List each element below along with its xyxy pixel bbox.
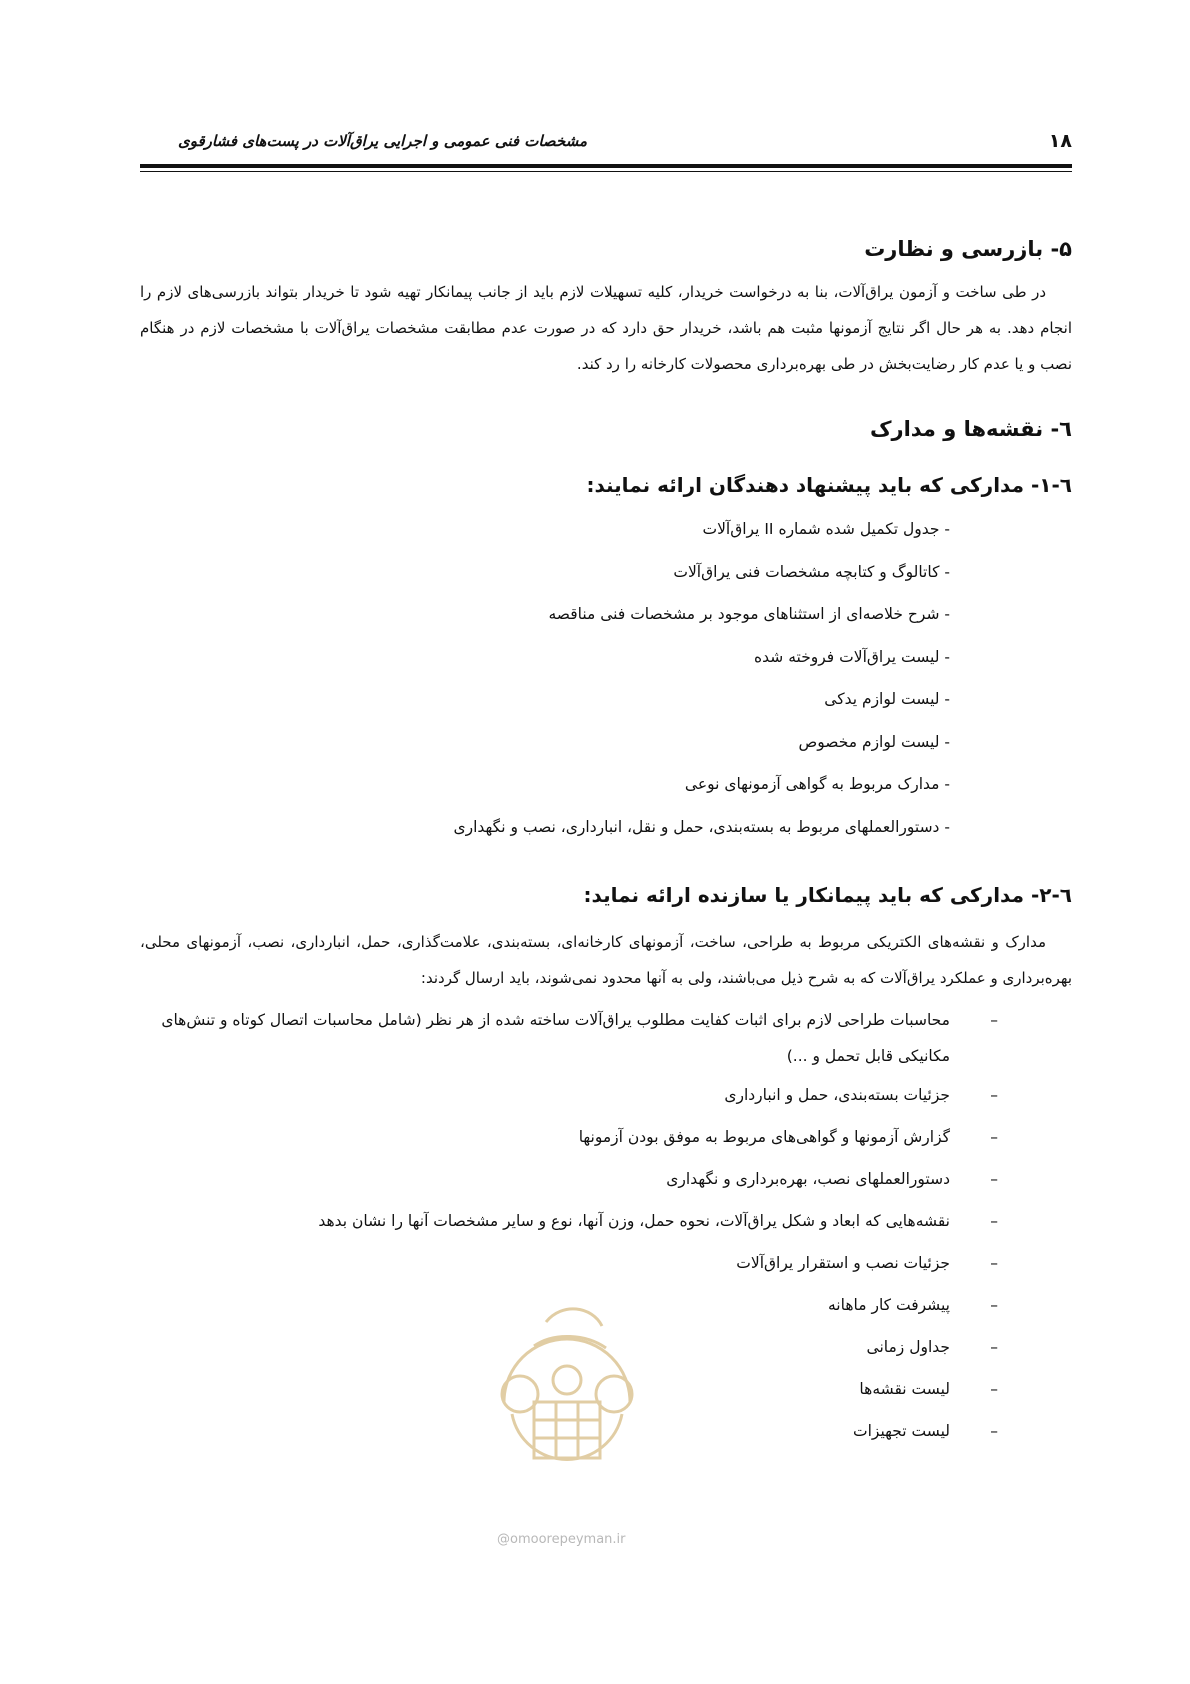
list-item: - جدول تکمیل شده شماره II یراق‌آلات: [140, 508, 950, 551]
header-title: مشخصات فنی عمومی و اجرایی یراق‌آلات در پست‌های فشارقوی: [178, 132, 588, 150]
list-item: – جداول زمانی: [866, 1338, 998, 1356]
section-6-2-heading: ٦-۲- مدارکی که باید پیمانکار یا سازنده ارائه نماید:: [583, 883, 1072, 907]
list-item: - کاتالوگ و کتابچه مشخصات فنی یراق‌آلات: [140, 551, 950, 594]
running-header: [140, 128, 1072, 162]
list-item: - دستورالعملهای مربوط به بسته‌بندی، حمل و نقل، انبارداری، نصب و نگهداری: [140, 806, 950, 849]
list-item: – محاسبات طراحی لازم برای اثبات کفایت مطلوب یراق‌آلات ساخته شده از هر نظر (شامل محاسبات اتصال کوتاه و تنش‌های مکانیکی قابل تحمل و ...): [161, 1011, 998, 1065]
watermark-logo-icon: [482, 1282, 652, 1482]
list-item: – لیست نقشه‌ها: [859, 1380, 998, 1398]
list-item: - لیست لوازم یدکی: [140, 678, 950, 721]
list-item: – لیست تجهیزات: [853, 1422, 998, 1440]
header-rule-thick: [140, 164, 1072, 168]
list-item: - مدارک مربوط به گواهی آزمونهای نوعی: [140, 763, 950, 806]
section-6-2-paragraph: مدارک و نقشه‌های الکتریکی مربوط به طراحی، ساخت، آزمونهای کارخانه‌ای، بسته‌بندی، علامت‌گذاری، حمل، انبارداری، نصب، آزمونهای محلی، بهره‌برداری و عملکرد یراق‌آلات که به شرح ذیل می‌باشند، ولی به آنها محدود نمی‌شوند، باید ارسال گردند:: [140, 933, 1072, 987]
section-6-1-heading: ٦-۱- مدارکی که باید پیشنهاد دهندگان ارائه نمایند:: [586, 473, 1072, 497]
list-item: – دستورالعملهای نصب، بهره‌برداری و نگهداری: [666, 1170, 998, 1188]
watermark-url: @omoorepeyman.ir: [497, 1532, 626, 1547]
page-content: [140, 232, 1072, 1452]
section-6-1-list: [140, 508, 1072, 848]
header-rule-thin: [140, 171, 1072, 172]
list-item: - لیست لوازم مخصوص: [140, 721, 950, 764]
section-6-heading: ٦- نقشه‌ها و مدارک: [869, 417, 1072, 441]
list-item: – پیشرفت کار ماهانه: [828, 1296, 998, 1314]
list-item: – گزارش آزمونها و گواهی‌های مربوط به موفق بودن آزمونها: [578, 1128, 998, 1146]
list-item: – جزئیات بسته‌بندی، حمل و انبارداری: [724, 1086, 998, 1104]
list-item: - لیست یراق‌آلات فروخته شده: [140, 636, 950, 679]
section-5-heading: ۵- بازرسی و نظارت: [864, 237, 1072, 261]
page-number: ۱۸: [1048, 130, 1072, 152]
list-item: - شرح خلاصه‌ای از استثناهای موجود بر مشخصات فنی مناقصه: [140, 593, 950, 636]
list-item: – نقشه‌هایی که ابعاد و شکل یراق‌آلات، نحوه حمل، وزن آنها، نوع و سایر مشخصات آنها را نشان بدهد: [318, 1212, 998, 1230]
list-item: – جزئیات نصب و استقرار یراق‌آلات: [736, 1254, 998, 1272]
section-5-paragraph: در طی ساخت و آزمون یراق‌آلات، بنا به درخواست خریدار، کلیه تسهیلات لازم باید از جانب پیمانکار تهیه شود تا خریدار بتواند بازرسی‌های لازم را انجام دهد. به هر حال اگر نتایج آزمونها مثبت هم باشد، خریدار حق دارد که در صورت عدم مطابقت مشخصات یراق‌آلات با مشخصات لازم در هنگام نصب و یا عدم کار رضایت‌بخش در طی بهره‌برداری محصولات کارخانه را رد کند.: [140, 283, 1072, 373]
